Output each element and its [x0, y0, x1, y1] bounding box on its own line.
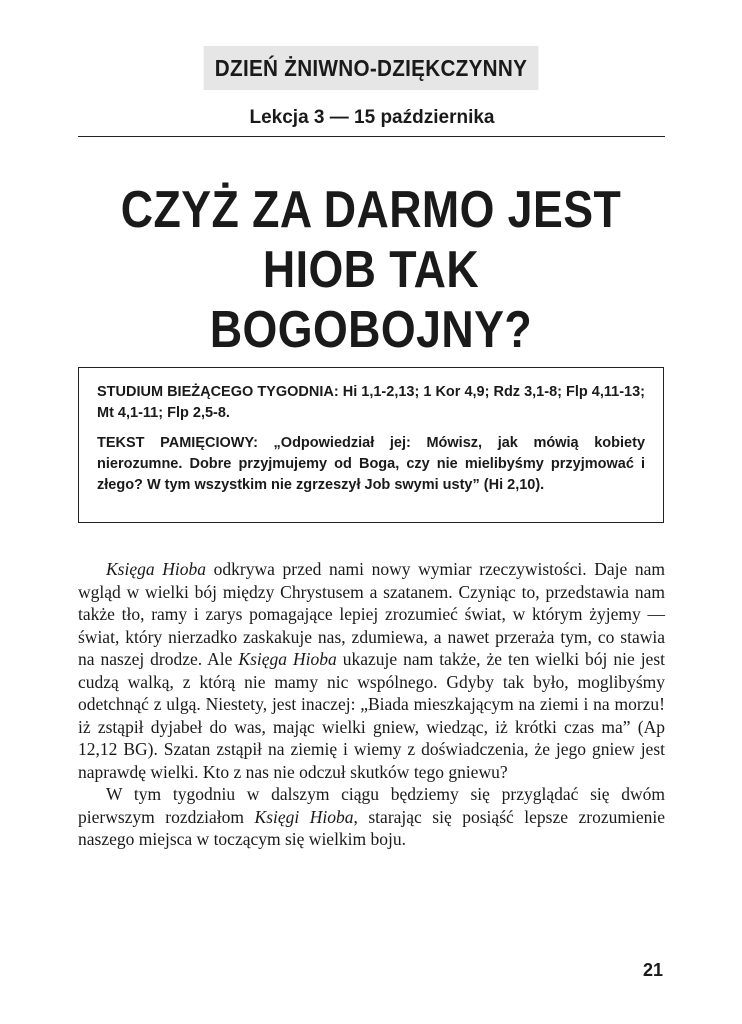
body-p2-text-a: W tym tygodniu w dalszym ciągu będziemy się przyglądać się dwóm pierwszym rozdziałom [78, 784, 665, 827]
section-title: DZIEŃ ŻNIWNO-DZIĘKCZYNNY [214, 54, 528, 81]
body-paragraph-2 [78, 783, 665, 851]
memory-text [97, 433, 645, 496]
weekly-study [97, 382, 645, 424]
title-line-2: HIOB TAK BOGOBOJNY? [209, 241, 533, 359]
book-title-italic: Księga Hioba [106, 559, 206, 579]
book-title-italic-3: Księgi Hioba [254, 806, 354, 827]
section-header [204, 46, 539, 90]
body-text [78, 558, 665, 851]
memory-text-quote: „Odpowiedział jej: Mówisz, jak mówią kobiety nierozumne. Dobre przyjmujemy od Boga, czy nie mielibyśmy przyjmować i złego? W tym wszystkim nie zgrzeszył Job swymi usty” (Hi 2,10). [97, 435, 646, 493]
lesson-title [104, 180, 639, 360]
body-p2-text-b: , starając się posiąść lepsze zrozumienie naszego miejsca w toczącym się wielkim boju. [78, 806, 665, 849]
body-p1-text-a: odkrywa przed nami nowy wymiar rzeczywistości. Daje nam wgląd w wielki bój między Chrystusem a szatanem. Czyniąc to, przedstawia nam także tło, ramy i zarys pomagające lepiej zrozumieć świat, w którym żyjemy — świat, który nierzadko zaskakuje nas, zdumiewa, a nawet przeraża tym, co stawia na naszej drodze. Ale [78, 559, 665, 669]
study-box [78, 367, 664, 523]
memory-text-label: TEKST PAMIĘCIOWY: [97, 435, 258, 451]
title-line-1: CZYŻ ZA DARMO JEST [120, 181, 622, 239]
header-divider [78, 136, 665, 137]
page-number: 21 [642, 960, 663, 980]
body-p1-text-b: ukazuje nam także, że ten wielki bój nie jest cudzą walką, z którą nie mamy nic wspólnego. Gdyby tak było, moglibyśmy odetchnąć z ulgą. Niestety, jest inaczej: „Biada mieszkającym na ziemi i na morzu! iż zstąpił dyjabeł do was, mając wielki gniew, wiedząc, iż krótki czas ma” (Ap 12,12 BG). Szatan zstąpił na ziemię i wiemy z doświadczenia, że jego gniew jest naprawdę wielki. Kto z nas nie odczuł skutków tego gniewu? [78, 649, 665, 782]
lesson-line: Lekcja 3 — 15 października [249, 107, 495, 128]
weekly-study-text: Hi 1,1-2,13; 1 Kor 4,9; Rdz 3,1-8; Flp 4,11-13; Mt 4,1-11; Flp 2,5-8. [97, 384, 645, 421]
weekly-study-label: STUDIUM BIEŻĄCEGO TYGODNIA: [97, 384, 339, 400]
book-title-italic-2: Księga Hioba [238, 649, 337, 669]
body-paragraph-1 [78, 558, 665, 783]
